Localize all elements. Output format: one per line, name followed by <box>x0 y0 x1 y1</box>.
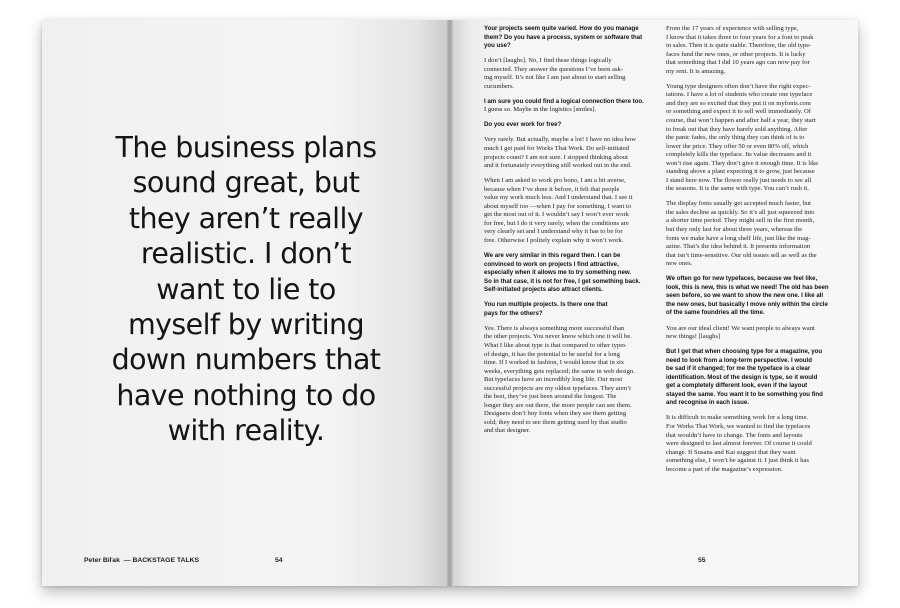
text-line: very clearly set and I understand why it has to be for <box>484 228 623 236</box>
text-line: or something and expect it to sell well immediately. Of <box>666 108 811 116</box>
interview-question <box>666 275 830 318</box>
text-line: fonts we make have a long shelf life, just like the mag- <box>666 234 811 242</box>
interview-question <box>484 121 648 130</box>
text-line: I know that it takes three to four years for a font to peak <box>666 33 814 41</box>
text-line: You are our ideal client! We want people to always want <box>666 324 815 332</box>
text-line: sold; they need to see them getting used by that studio <box>484 418 627 426</box>
text-line: change. If Susana and Kai suggest that they want <box>666 448 796 456</box>
text-line: But I get that when choosing type for a magazine, you <box>666 348 823 356</box>
footer-publication: BACKSTAGE TALKS <box>132 557 200 564</box>
text-line: I am sure you could find a logical connection there too. <box>484 97 644 105</box>
text-line: them? Do you have a process, system or software that <box>484 33 643 41</box>
text-line: course, that won’t happen and after half a year, they start <box>666 116 816 124</box>
text-line: something else, I won’t be against it. I just think it has <box>666 457 809 465</box>
interview-column-right <box>666 25 830 481</box>
text-line: Do you ever work for free? <box>484 121 562 129</box>
text-line: Young type designers often don’t have the right expec- <box>666 82 811 90</box>
text-line: free. Otherwise I politely explain why it won’t work. <box>484 236 624 244</box>
text-line: I stand here now. The flower really just needs to see all <box>666 176 812 184</box>
text-line: You run multiple projects. Is there one that <box>484 301 608 309</box>
text-line: become a part of the magazine’s expression. <box>666 465 783 473</box>
text-line: value my work much less. And I understand that. I see it <box>484 194 633 202</box>
text-line: especially when it allows me to try something new. <box>484 269 632 277</box>
text-line: Your projects seem quite varied. How do you manage <box>484 25 639 32</box>
text-line: and they are so excited that they put it on myfonts.com <box>666 99 811 107</box>
pull-quote-line: with reality. <box>167 414 325 448</box>
pull-quote-line: down numbers that <box>111 343 381 377</box>
text-line: pays for the others? <box>484 309 543 317</box>
pull-quote-line: want to lie to <box>156 272 336 306</box>
interview-column-left <box>484 25 648 442</box>
text-line: We are very similar in this regard then. I can be <box>484 252 621 260</box>
text-line: I guess so. Maybe in the logistics [smiles]. <box>484 106 597 114</box>
text-line: be sad if it changed; for me the typeface is a clear <box>666 365 811 373</box>
pull-quote-line: myself by writing <box>127 308 365 342</box>
text-line: standing above a plant expecting it to grow, just because <box>666 168 815 176</box>
text-line: So in that case, it is not for free, I get something back. <box>484 277 641 285</box>
text-line: connected. They answer the questions I’ve been ask- <box>484 65 624 73</box>
interview-answer <box>666 414 830 474</box>
text-line: that something that I did 10 years ago can now pay for <box>666 59 810 67</box>
footer-separator: — <box>121 557 133 564</box>
text-line: lower the price. They offer 50 or even 80% off, which <box>666 142 809 150</box>
text-line: my rent. It is amazing. <box>666 67 726 75</box>
text-line: new ones. <box>666 260 693 268</box>
text-line: new things! [laughs] <box>666 333 721 341</box>
text-line: a shorter time period. They might sell in the first month, <box>666 217 815 225</box>
interview-answer <box>484 136 648 170</box>
interview-answer <box>484 57 648 91</box>
pull-quote <box>72 130 420 449</box>
interview-answer <box>666 25 830 76</box>
interview-question <box>484 98 648 115</box>
text-line: completely kills the typeface. Its value decreases and it <box>666 151 812 159</box>
interview-answer <box>484 325 648 436</box>
text-line: and that designer. <box>484 427 531 435</box>
footer-credit <box>84 557 199 564</box>
text-line: time. If I worked in fashion, I would know that in six <box>484 359 625 367</box>
page-number-left: 54 <box>275 557 283 564</box>
text-line: faces fund the new ones, or other projects. It is lucky <box>666 50 806 58</box>
text-line: the other projects. You never know which one it will be. <box>484 333 632 341</box>
text-line: the seasons. It is the same with type. You can’t rush it. <box>666 185 809 193</box>
text-line: azine. That’s the idea behind it. It presents information <box>666 243 811 251</box>
interview-question <box>666 348 830 408</box>
text-line: the new ones, but basically I move only within the circle <box>666 300 828 308</box>
interview-question <box>484 252 648 295</box>
text-line: projects count? I am not sure. I stopped thinking about <box>484 153 628 161</box>
text-line: successful projects are my oldest typefaces. They aren’t <box>484 384 631 392</box>
text-line: The display fonts usually get accepted much faster, but <box>666 200 811 208</box>
text-line: for free, but I do it very rarely, when the conditions are <box>484 219 629 227</box>
interview-answer <box>666 83 830 194</box>
text-line: won’t rise again. They don’t give it enough time. It is like <box>666 159 819 167</box>
text-line: cucumbers. <box>484 82 515 90</box>
text-line: tations. I have a lot of students who create one typeface <box>666 91 813 99</box>
text-line: From the 17 years of experience with selling type, <box>666 25 799 32</box>
interview-answer <box>666 325 830 342</box>
interview-answer <box>484 177 648 245</box>
text-line: For Works That Work, we wanted to find the typefaces <box>666 422 811 430</box>
text-line: What I like about type is that compared to other types <box>484 341 626 349</box>
text-line: but they only last for about three years, whereas the <box>666 226 803 234</box>
text-line: that wouldn’t have to change. The fonts and layouts <box>666 431 803 439</box>
text-line: get a completely different look, even if the layout <box>666 382 808 390</box>
text-line: you use? <box>484 42 511 50</box>
text-line: the best, they’ve just been around the longest. The <box>484 393 617 401</box>
text-line: Yes. There is always something more successful than <box>484 324 625 332</box>
text-line: stayed the same. You want it to be something you find <box>666 390 823 398</box>
pull-quote-line: The business plans <box>115 131 377 164</box>
text-line: longer they are out there, the more people can see them. <box>484 401 632 409</box>
text-line: and recognise in each issue. <box>666 399 749 407</box>
text-line: Very rarely. But actually, maybe a lot! I have no idea how <box>484 136 637 144</box>
text-line: convinced to work on projects I find attractive, <box>484 260 619 268</box>
text-line: the sales decline as quickly. So it’s all just squeezed into <box>666 208 815 216</box>
page-number-right: 55 <box>698 557 706 564</box>
text-line: of the same foundries all the time. <box>666 309 765 317</box>
text-line: need to look from a long-term perspective. I would <box>666 356 812 364</box>
text-line: get the most out of it. I wouldn’t say I won’t ever work <box>484 211 629 219</box>
text-line: ing myself. It’s not like I am just about to start selling <box>484 74 626 82</box>
text-line: look, this is new, this is what we need! The old has been <box>666 283 829 291</box>
text-line: about myself too —when I pay for something, I want to <box>484 202 632 210</box>
text-line: Self-initiated projects also attract clients. <box>484 286 603 294</box>
text-line: that isn’t time-sensitive. Our old issues sell as well as the <box>666 251 817 259</box>
text-line: and it fortunately everything still worked out in the end. <box>484 162 632 170</box>
spine-gutter <box>447 20 453 586</box>
text-line: I don’t [laughs]. No, I find these things logically <box>484 57 612 65</box>
text-line: We often go for new typefaces, because we feel like, <box>666 275 818 283</box>
text-line: When I am asked to work pro bono, I am a bit averse, <box>484 177 626 185</box>
left-page <box>42 20 450 586</box>
text-line: seen before, so we want to show the new one. I like all <box>666 292 824 300</box>
pull-quote-line: they aren’t really <box>128 201 364 235</box>
interview-question <box>484 25 648 51</box>
interview-answer <box>666 200 830 268</box>
interview-question <box>484 301 648 318</box>
text-line: of design, it has the potential to be useful for a long <box>484 350 620 358</box>
text-line: to freak out that they have barely sold anything. After <box>666 125 808 133</box>
text-line: in sales. Then it is quite stable. Therefore, the old type- <box>666 42 812 50</box>
text-line: Designers don’t buy fonts when they see them getting <box>484 410 626 418</box>
text-line: the panic fades, the only thing they can think of is to <box>666 134 805 142</box>
text-line: were designed to last almost forever. Of course it could <box>666 440 812 448</box>
pull-quote-line: have nothing to do <box>116 378 376 412</box>
text-line: because when I’ve done it before, it felt that people <box>484 185 620 193</box>
footer-author: Peter Biľak <box>84 557 120 564</box>
text-line: weeks, everything gets replaced; the same in web design. <box>484 367 635 375</box>
pull-quote-line: realistic. I don’t <box>140 237 352 271</box>
text-line: It is difficult to make something work for a long time. <box>666 414 809 422</box>
text-line: But typefaces have an incredibly long life. Our most <box>484 376 623 384</box>
text-line: much I get paid for Works That Work. Do self-initiated <box>484 145 630 153</box>
pull-quote-line: sound great, but <box>132 166 360 200</box>
text-line: identification. Most of the design is type, so it would <box>666 373 818 381</box>
